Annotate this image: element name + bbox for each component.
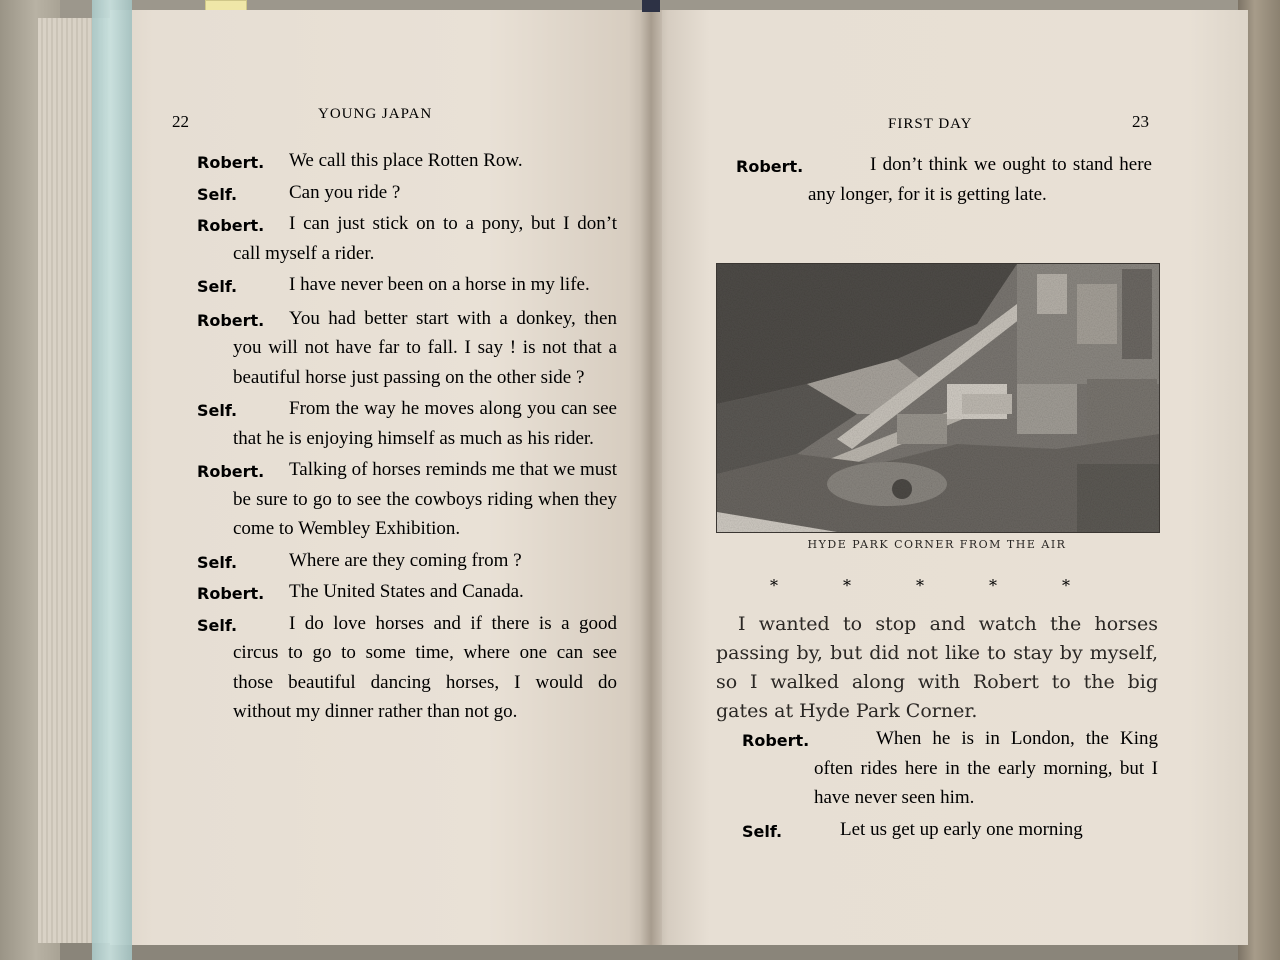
aerial-photo-illustration xyxy=(717,264,1159,532)
dialogue-entry xyxy=(197,394,617,453)
asterisk: * xyxy=(843,576,851,595)
speech-text: I can just stick on to a pony, but I don’t call myself a rider. xyxy=(233,213,617,264)
dialogue-entry xyxy=(197,609,617,727)
dialogue-right-top xyxy=(736,150,1152,209)
speaker-label: Robert. xyxy=(197,310,265,330)
aerial-photo xyxy=(716,263,1160,533)
bookmark-ribbon xyxy=(92,0,132,960)
speech-text: I don’t think we ought to stand here any longer, for it is getting late. xyxy=(808,154,1152,205)
dialogue-entry xyxy=(736,150,1152,209)
speech-text: The United States and Canada. xyxy=(289,581,524,602)
speaker-label: Self. xyxy=(197,277,238,296)
speech-text: Where are they coming from ? xyxy=(289,549,522,571)
speaker-label: Robert. xyxy=(736,157,804,176)
speaker-label: Self. xyxy=(197,184,238,204)
speech-text: You had better start with a donkey, then you will not have far to fall. I say ! is not that a beautiful horse just passing on the other side ? xyxy=(233,307,617,388)
speech-text: From the way he moves along you can see that he is enjoying himself as much as his rider. xyxy=(233,398,617,449)
dialogue-entry xyxy=(197,209,617,268)
dialogue-entry xyxy=(742,815,1158,847)
page-number-right: 23 xyxy=(1132,112,1149,131)
narrative-paragraph: I wanted to stop and watch the horses passing by, but did not like to stay by myself, so I walked along with Robert to the big gates at Hyde Park Corner. xyxy=(716,613,1158,722)
spine-top xyxy=(642,0,660,12)
speech-text: When he is in London, the King often rides here in the early morning, but I have never seen him. xyxy=(814,728,1158,808)
speech-text: Let us get up early one morning xyxy=(840,818,1083,840)
asterisk: * xyxy=(1062,576,1070,595)
speech-text: Can you ride ? xyxy=(289,181,401,203)
speech-text: We call this place Rotten Row. xyxy=(289,150,523,171)
speaker-label: Robert. xyxy=(197,153,265,172)
page-number-left: 22 xyxy=(172,112,189,131)
dialogue-entry xyxy=(197,304,617,393)
photo-caption: HYDE PARK CORNER FROM THE AIR xyxy=(807,538,1067,551)
speech-text: Talking of horses reminds me that we must be sure to go to see the cowboys riding when they come to Wembley Exhibition. xyxy=(233,459,617,539)
dialogue-entry xyxy=(197,178,617,210)
speaker-label: Self. xyxy=(197,615,238,635)
speaker-label: Self. xyxy=(742,821,783,841)
dialogue-left xyxy=(197,146,617,727)
speaker-label: Robert. xyxy=(742,731,810,750)
book-gutter xyxy=(640,10,662,945)
running-head-left: YOUNG JAPAN xyxy=(318,106,433,122)
dialogue-right-bottom xyxy=(742,724,1158,846)
running-head-right: FIRST DAY xyxy=(888,116,973,132)
speech-text: I do love horses and if there is a good circus to go to some time, where one can see those beautiful dancing horses, I would do without my dinner rather than not go. xyxy=(233,612,617,722)
speech-text: I have never been on a horse in my life. xyxy=(289,274,590,295)
asterisk: * xyxy=(989,576,997,595)
dialogue-entry xyxy=(742,724,1158,813)
speaker-label: Robert. xyxy=(197,216,265,235)
dialogue-entry xyxy=(197,546,617,578)
dialogue-entry xyxy=(197,146,617,178)
asterisk: * xyxy=(770,576,778,595)
speaker-label: Robert. xyxy=(197,584,265,603)
speaker-label: Self. xyxy=(197,552,238,572)
dialogue-entry xyxy=(197,270,617,302)
speaker-label: Self. xyxy=(197,401,238,420)
dialogue-entry xyxy=(197,577,617,609)
asterisk: * xyxy=(916,576,924,595)
speaker-label: Robert. xyxy=(197,462,265,481)
dialogue-entry xyxy=(197,455,617,544)
section-break xyxy=(770,576,1070,595)
